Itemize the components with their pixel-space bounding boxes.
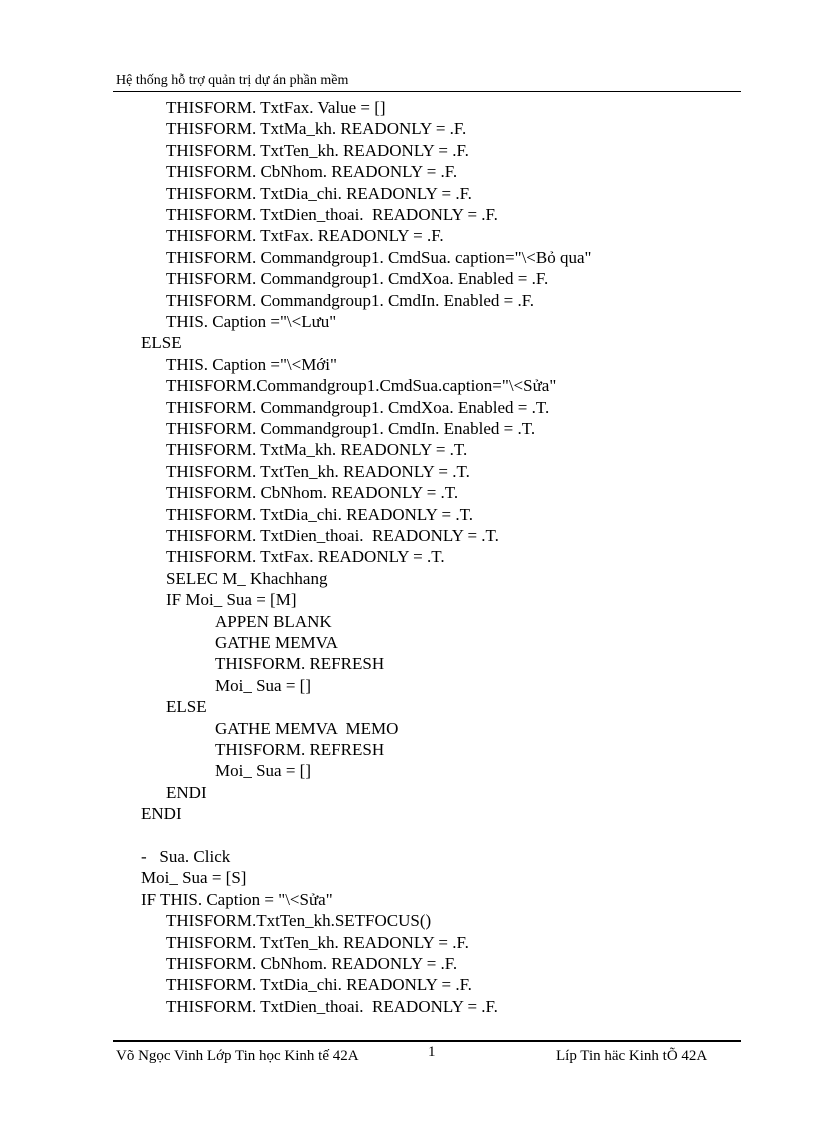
code-line: - Sua. Click [141, 847, 231, 866]
code-line: THISFORM. TxtTen_kh. READONLY = .T. [166, 461, 470, 481]
code-line: THISFORM. TxtMa_kh. READONLY = .F. [166, 119, 467, 139]
code-line: THISFORM. Commandgroup1. CmdSua. caption="\<Bỏ qua" [166, 247, 592, 267]
code-line: THISFORM. CbNhom. READONLY = .F. [166, 954, 458, 973]
code-line: IF THIS. Caption = "\<Sửa" [141, 889, 333, 909]
code-line: THISFORM. TxtFax. READONLY = .T. [166, 547, 445, 567]
code-line: SELEC M_ Khachhang [166, 568, 328, 588]
code-line: IF Moi_ Sua = [M] [166, 590, 297, 610]
code-line: THISFORM. TxtDia_chi. READONLY = .F. [166, 183, 472, 203]
code-line: APPEN BLANK [215, 611, 332, 631]
code-line: Moi_ Sua = [S] [141, 868, 247, 888]
code-line: THISFORM. TxtTen_kh. READONLY = .F. [166, 140, 469, 160]
code-line: THISFORM. Commandgroup1. CmdIn. Enabled = .F. [166, 290, 535, 310]
code-line: Moi_ Sua = [] [215, 761, 311, 781]
code-line: THISFORM. Commandgroup1. CmdIn. Enabled = .T. [166, 419, 536, 438]
code-line: THISFORM. TxtDien_thoai. READONLY = .F. [166, 996, 498, 1016]
code-line: THISFORM. CbNhom. READONLY = .F. [166, 162, 458, 182]
code-line: ENDI [141, 804, 182, 824]
footer-author: Võ Ngọc Vinh Lớp Tin học Kinh tế 42A [116, 1048, 359, 1064]
code-line: THISFORM. REFRESH [215, 740, 385, 759]
header-divider [113, 91, 741, 92]
code-line: THISFORM. TxtFax. Value = [] [166, 98, 386, 117]
code-line: THISFORM. TxtDien_thoai. READONLY = .F. [166, 205, 498, 224]
code-line: THISFORM.TxtTen_kh.SETFOCUS() [166, 911, 432, 931]
code-line: THISFORM. CbNhom. READONLY = .T. [166, 483, 459, 503]
page-header-title: Hệ thống hỗ trợ quản trị dự án phần mềm [116, 73, 349, 88]
footer-class: Líp Tin häc Kinh tÕ 42A [556, 1048, 708, 1064]
code-line: THISFORM. TxtDia_chi. READONLY = .F. [166, 975, 472, 995]
code-line: THISFORM. TxtDien_thoai. READONLY = .T. [166, 526, 499, 545]
code-line: THISFORM. TxtMa_kh. READONLY = .T. [166, 440, 468, 460]
page-number: 1 [428, 1044, 436, 1060]
code-line: THISFORM. Commandgroup1. CmdXoa. Enabled = .T. [166, 397, 550, 417]
code-line: THISFORM. Commandgroup1. CmdXoa. Enabled = .F. [166, 269, 549, 289]
code-line: THISFORM. REFRESH [215, 654, 385, 674]
code-line: Moi_ Sua = [] [215, 675, 311, 695]
code-line: ELSE [141, 333, 182, 353]
code-line: THISFORM.Commandgroup1.CmdSua.caption="\<Sửa" [166, 376, 557, 396]
code-line: THIS. Caption ="\<Mới" [166, 354, 337, 374]
code-line: GATHE MEMVA [215, 633, 338, 652]
code-line: GATHE MEMVA MEMO [215, 718, 399, 738]
footer-divider [113, 1040, 741, 1042]
code-line: THISFORM. TxtFax. READONLY = .F. [166, 226, 444, 246]
code-line: THISFORM. TxtDia_chi. READONLY = .T. [166, 504, 473, 524]
code-line: THIS. Caption ="\<Lưu" [166, 312, 337, 331]
code-line: ELSE [166, 697, 207, 717]
code-line: THISFORM. TxtTen_kh. READONLY = .F. [166, 932, 469, 952]
code-line: ENDI [166, 782, 207, 802]
